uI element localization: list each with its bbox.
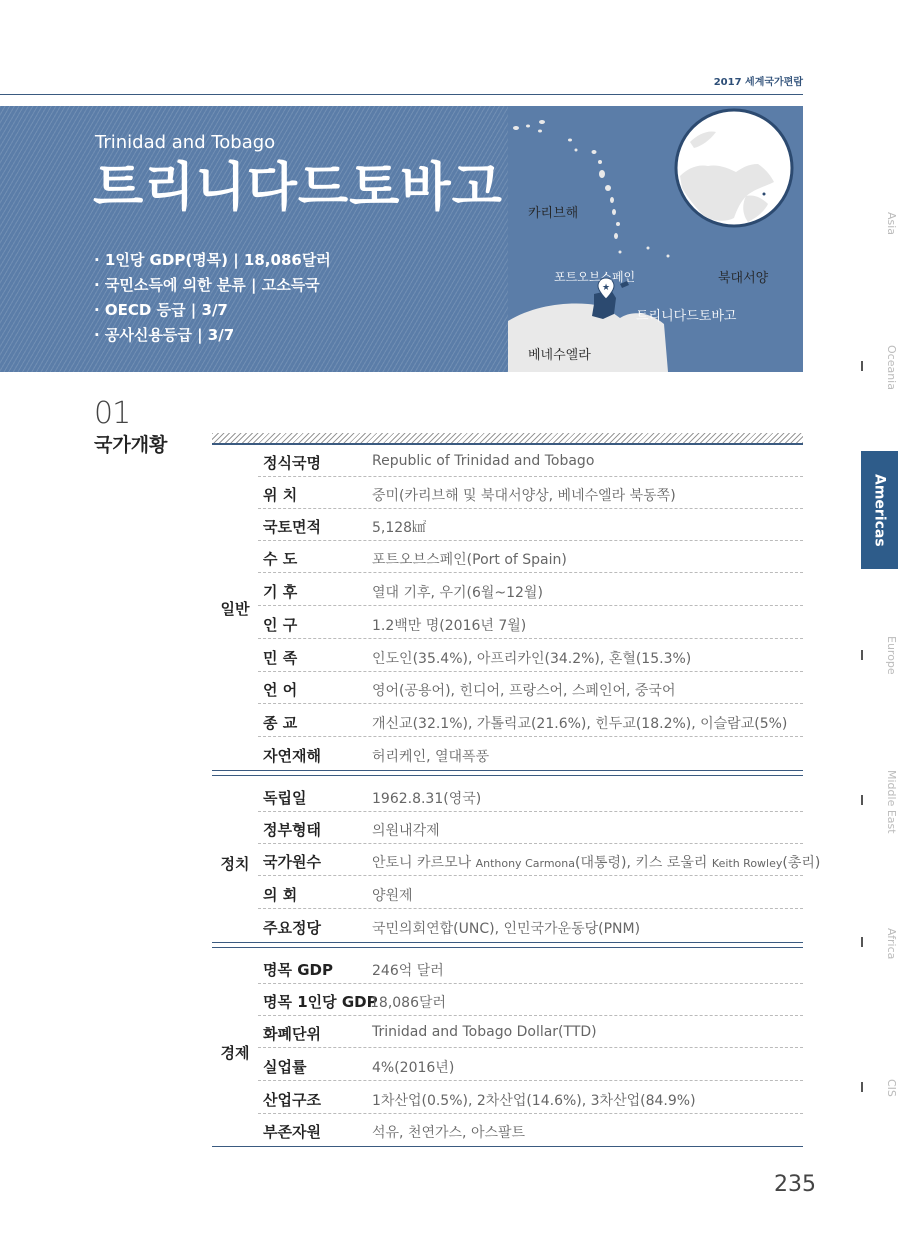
row-value: 열대 기후, 우기(6월~12월) xyxy=(372,585,543,601)
row-key: 민 족 xyxy=(263,649,298,667)
table-row xyxy=(258,509,803,541)
group-separator xyxy=(212,770,803,776)
map-label-capital: 포트오브스페인 xyxy=(554,270,636,284)
stat-gdp-per-capita: · 1인당 GDP(명목) | 18,086달러 xyxy=(94,251,331,269)
row-key: 부존자원 xyxy=(263,1123,321,1141)
svg-text:★: ★ xyxy=(601,283,611,293)
group-economy xyxy=(212,952,803,1146)
row-key: 의 회 xyxy=(263,886,298,904)
row-value: 1차산업(0.5%), 2차산업(14.6%), 3차산업(84.9%) xyxy=(372,1093,696,1109)
table-row xyxy=(258,952,803,984)
row-value: 허리케인, 열대폭풍 xyxy=(372,749,490,765)
page-number: 235 xyxy=(774,1172,816,1197)
map-label-atlantic: 북대서양 xyxy=(718,271,769,286)
location-map xyxy=(508,106,803,372)
table-row xyxy=(258,1114,803,1145)
row-value xyxy=(372,852,820,872)
table-row xyxy=(258,738,803,769)
table-row xyxy=(258,477,803,509)
side-tab-cis[interactable]: CIS xyxy=(885,1079,898,1097)
section-title: 국가개황 xyxy=(94,434,168,456)
table-row xyxy=(258,445,803,477)
side-tab-marker xyxy=(861,937,863,947)
country-name-en: Trinidad and Tobago xyxy=(95,132,276,153)
row-value: 영어(공용어), 힌디어, 프랑스어, 스페인어, 중국어 xyxy=(372,683,676,699)
value-text: (대통령), 키스 로울리 xyxy=(574,855,712,871)
row-value: 석유, 천연가스, 아스팔트 xyxy=(372,1125,526,1141)
category-label: 일반 xyxy=(220,600,250,618)
row-key: 자연재해 xyxy=(263,747,321,765)
group-separator xyxy=(212,942,803,948)
row-value: Republic of Trinidad and Tobago xyxy=(372,453,595,469)
row-value: 국민의회연합(UNC), 인민국가운동당(PNM) xyxy=(372,921,641,937)
side-tab-asia[interactable]: Asia xyxy=(885,212,898,236)
stat-income-class: · 국민소득에 의한 분류 | 고소득국 xyxy=(94,276,320,294)
row-value: 1.2백만 명(2016년 7월) xyxy=(372,618,527,634)
country-name-ko: 트리니다드토바고 xyxy=(93,158,503,218)
row-key: 국가원수 xyxy=(263,853,321,871)
row-key: 언 어 xyxy=(263,681,298,699)
value-text: (총리) xyxy=(782,855,821,871)
table-row xyxy=(258,574,803,606)
side-tab-africa[interactable]: Africa xyxy=(885,928,898,960)
table-row xyxy=(258,672,803,704)
row-value: 의원내각제 xyxy=(372,823,440,839)
map-label-venezuela: 베네수엘라 xyxy=(528,348,591,363)
row-key: 주요정당 xyxy=(263,919,321,937)
table-bottom-line xyxy=(212,1146,803,1147)
map-label-country: 트리니다드토바고 xyxy=(636,309,737,324)
row-value: 포트오브스페인(Port of Spain) xyxy=(372,552,567,568)
row-value: 양원제 xyxy=(372,888,413,904)
value-text-en: Keith Rowley xyxy=(711,857,783,870)
table-row xyxy=(258,1082,803,1114)
map-graphic xyxy=(508,106,803,372)
category-label: 정치 xyxy=(220,855,250,873)
row-key: 독립일 xyxy=(263,789,307,807)
side-tab-marker xyxy=(861,650,863,660)
row-key: 종 교 xyxy=(263,714,298,732)
table-row xyxy=(258,844,821,876)
value-text: 안토니 카르모나 xyxy=(372,855,476,871)
side-tab-oceania[interactable]: Oceania xyxy=(885,344,898,390)
table-row xyxy=(258,705,803,737)
table-row xyxy=(258,541,803,573)
section-number: 01 xyxy=(94,396,131,431)
row-key: 명목 GDP xyxy=(263,961,333,979)
row-key: 실업률 xyxy=(263,1058,307,1076)
value-text-en: Anthony Carmona xyxy=(475,857,575,870)
row-value: 246억 달러 xyxy=(372,963,444,979)
row-key: 인 구 xyxy=(263,616,298,634)
table-row xyxy=(258,640,803,672)
table-row xyxy=(258,1049,803,1081)
group-politics xyxy=(212,780,821,941)
row-key: 위 치 xyxy=(263,486,298,504)
row-value: 18,086달러 xyxy=(370,995,447,1011)
side-tab-marker xyxy=(861,1082,863,1092)
side-tab-marker xyxy=(861,361,863,371)
table-row xyxy=(258,607,803,639)
row-value: Trinidad and Tobago Dollar(TTD) xyxy=(372,1024,597,1040)
row-key: 정부형태 xyxy=(263,821,321,839)
row-key: 화폐단위 xyxy=(263,1025,321,1043)
table-row xyxy=(258,910,803,941)
row-value: 개신교(32.1%), 가톨릭교(21.6%), 힌두교(18.2%), 이슬람교(5%) xyxy=(372,716,788,732)
stat-oecd-grade: · OECD 등급 | 3/7 xyxy=(94,301,228,319)
table-row xyxy=(258,780,803,812)
header-divider xyxy=(0,94,803,95)
stat-credit-grade: · 공사신용등급 | 3/7 xyxy=(94,326,235,344)
side-tab-middle-east[interactable]: Middle East xyxy=(885,770,898,834)
row-value: 5,128㎢ xyxy=(372,520,427,536)
table-row xyxy=(258,812,803,844)
category-label: 경제 xyxy=(220,1044,250,1062)
row-key: 기 후 xyxy=(263,583,298,601)
row-key: 수 도 xyxy=(263,550,298,568)
side-tab-americas[interactable]: Americas xyxy=(861,451,898,569)
row-key: 국토면적 xyxy=(263,518,321,536)
table-row xyxy=(258,877,803,909)
row-key: 명목 1인당 GDP xyxy=(263,993,378,1011)
side-tab-europe[interactable]: Europe xyxy=(885,635,898,675)
table-row xyxy=(258,984,803,1016)
row-key: 정식국명 xyxy=(263,454,321,472)
row-value: 4%(2016년) xyxy=(372,1060,455,1076)
map-label-caribbean: 카리브해 xyxy=(528,206,579,221)
section-hatch-bar xyxy=(212,433,803,443)
key-stats xyxy=(94,248,331,348)
row-value: 인도인(35.4%), 아프리카인(34.2%), 혼혈(15.3%) xyxy=(372,651,692,667)
row-key: 산업구조 xyxy=(263,1091,321,1109)
side-tab-marker xyxy=(861,795,863,805)
row-value: 1962.8.31(영국) xyxy=(372,791,482,807)
row-value: 중미(카리브해 및 북대서양상, 베네수엘라 북동쪽) xyxy=(372,488,676,504)
book-title: 2017 세계국가편람 xyxy=(713,77,803,88)
table-row xyxy=(258,1016,803,1048)
group-general xyxy=(212,445,803,770)
